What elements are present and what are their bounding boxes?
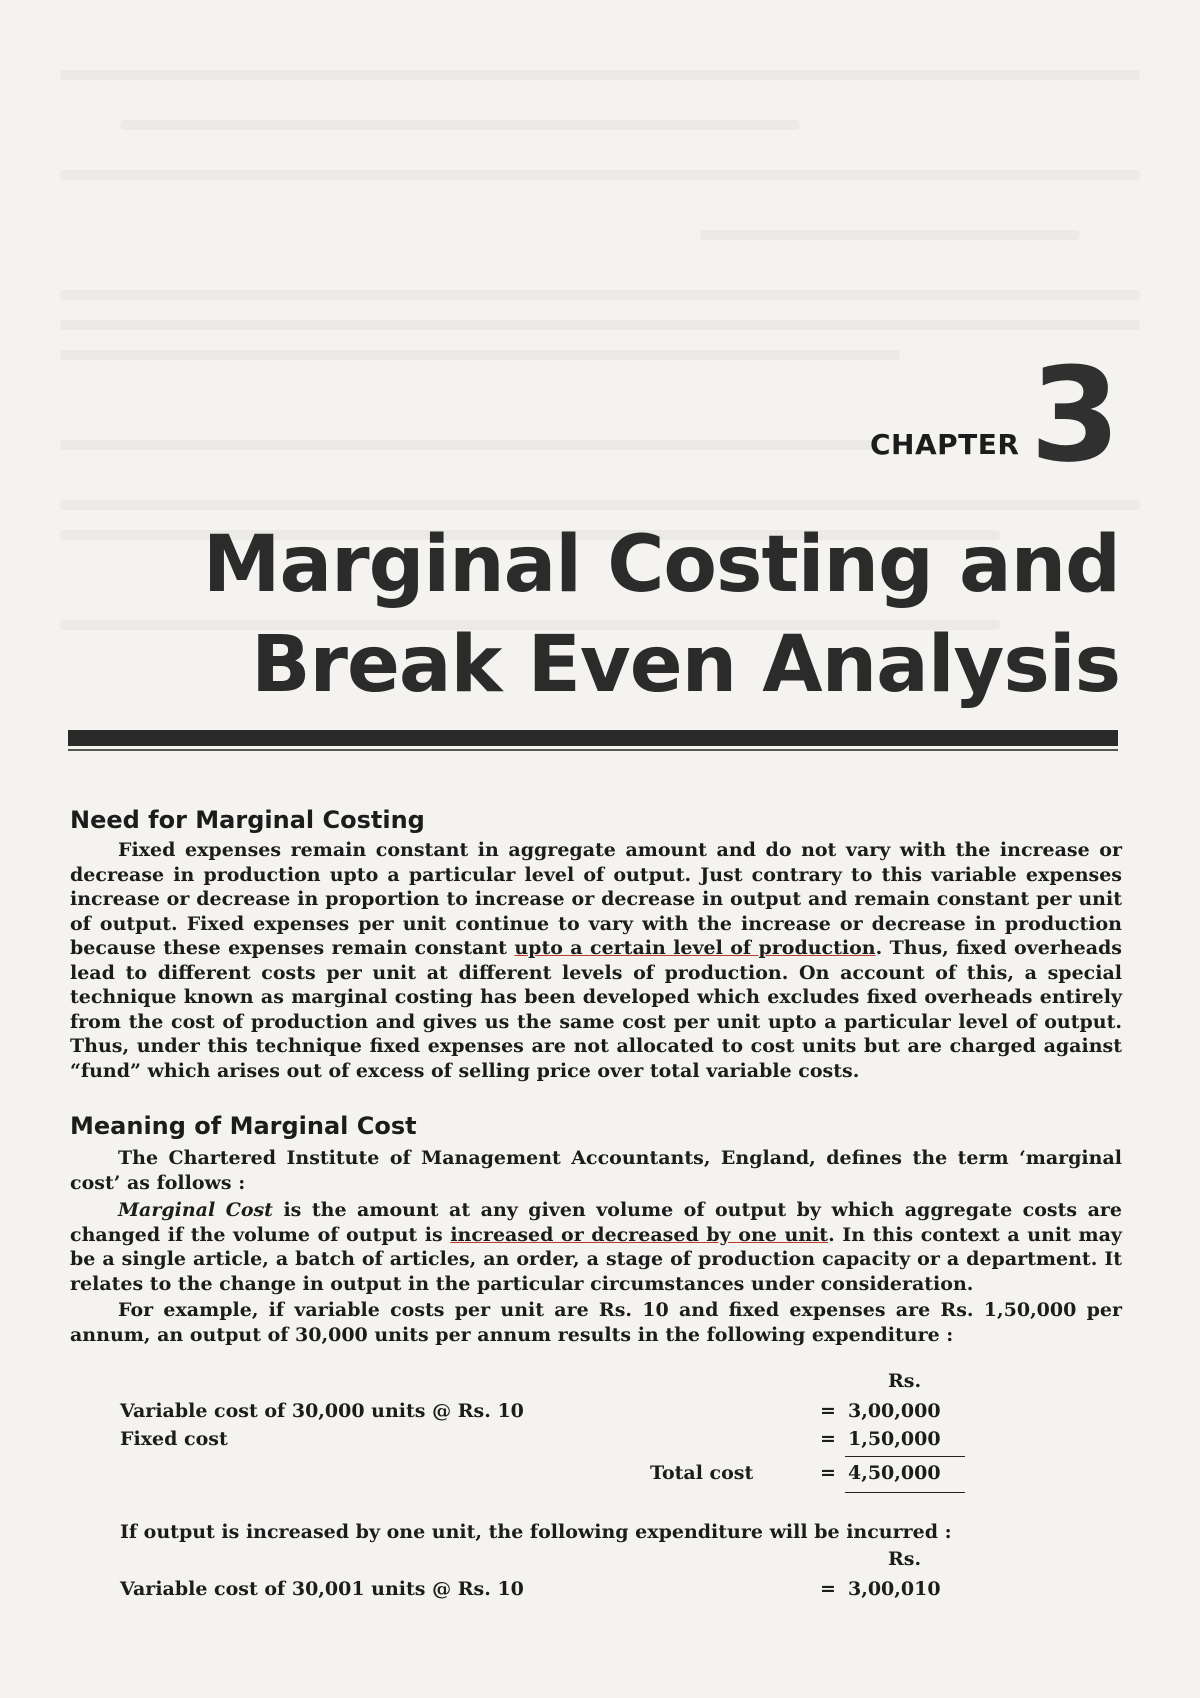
heading-need-for-marginal-costing: Need for Marginal Costing (70, 806, 425, 834)
table-row (120, 1400, 950, 1428)
table-row (120, 1578, 950, 1606)
table2-currency: Rs. (888, 1548, 922, 1570)
need-text-b: . Thus, fixed overheads lead to different costs per unit at different levels of production. On account of this, a special technique known as marginal costing has been developed which excludes fixed overheads entirely from the cost of production and gives us the same cost per unit upto a particular level of output. Thus, under this technique fixed expenses are not allocated to cost units but are charged against “fund” which arises out of excess of selling price over total variable costs. (70, 937, 1123, 1082)
subtotal-rule (845, 1456, 965, 1457)
row-equals: = (820, 1578, 836, 1600)
chapter-label: CHAPTER (870, 428, 1020, 461)
row-value: 1,50,000 (848, 1428, 941, 1450)
title-rule (68, 730, 1118, 746)
row-value: 3,00,000 (848, 1400, 941, 1422)
chapter-marker (860, 339, 1121, 491)
definition-term: Marginal Cost (118, 1199, 273, 1221)
definition-text-b: . In this context a unit may be a single article, a batch of articles, an order, a stage of production capacity or a department. It relates to the change in output in the particular circumstances under consideration. (70, 1223, 1122, 1295)
expenditure-table-1 (120, 1400, 950, 1490)
row-label: Fixed cost (120, 1428, 228, 1450)
heading-meaning-of-marginal-cost: Meaning of Marginal Cost (70, 1112, 417, 1140)
table1-currency: Rs. (888, 1370, 922, 1392)
paragraph-definition (70, 1198, 1122, 1296)
total-value: 4,50,000 (848, 1462, 941, 1484)
total-equals: = (820, 1462, 836, 1484)
chapter-number: 3 (1030, 339, 1121, 491)
paragraph-example: For example, if variable costs per unit are Rs. 10 and fixed expenses are Rs. 1,50,000 per annum, an output of 30,000 units per annum results in the following expenditure : (70, 1299, 1122, 1346)
paragraph-meaning-intro: The Chartered Institute of Management Accountants, England, defines the term ‘marginal cost’ as follows : (70, 1147, 1122, 1194)
total-rule (845, 1492, 965, 1493)
definition-underlined: increased or decreased by one unit (450, 1223, 829, 1246)
paragraph-need (70, 838, 1122, 1083)
paragraph-increase: If output is increased by one unit, the following expenditure will be incurred : (120, 1521, 952, 1543)
title-rule-thin (68, 749, 1118, 751)
row-equals: = (820, 1400, 836, 1422)
definition-text-a: is the amount at any given volume of output by which aggregate costs are changed if the volume of output is (70, 1199, 1122, 1246)
expenditure-table-2 (120, 1578, 950, 1606)
row-value: 3,00,010 (848, 1578, 941, 1600)
need-text-a: Fixed expenses remain constant in aggregate amount and do not vary with the increase or decrease in production upto a particular level of output. Just contrary to this variable expenses increase or decrease in proportion to increase or decrease in output and remain constant per unit of output. Fixed expenses per unit continue to vary with the increase or decrease in production because these expenses remain constant (70, 839, 1122, 959)
row-equals: = (820, 1428, 836, 1450)
need-underlined: upto a certain level of production (514, 937, 876, 959)
table-row (120, 1428, 950, 1456)
title-line-1: Marginal Costing and (202, 520, 1120, 610)
title-line-2: Break Even Analysis (251, 620, 1120, 710)
total-row (120, 1462, 950, 1490)
page-title (20, 515, 1120, 715)
total-label: Total cost (650, 1462, 754, 1484)
row-label: Variable cost of 30,000 units @ Rs. 10 (120, 1400, 524, 1422)
row-label: Variable cost of 30,001 units @ Rs. 10 (120, 1578, 524, 1600)
